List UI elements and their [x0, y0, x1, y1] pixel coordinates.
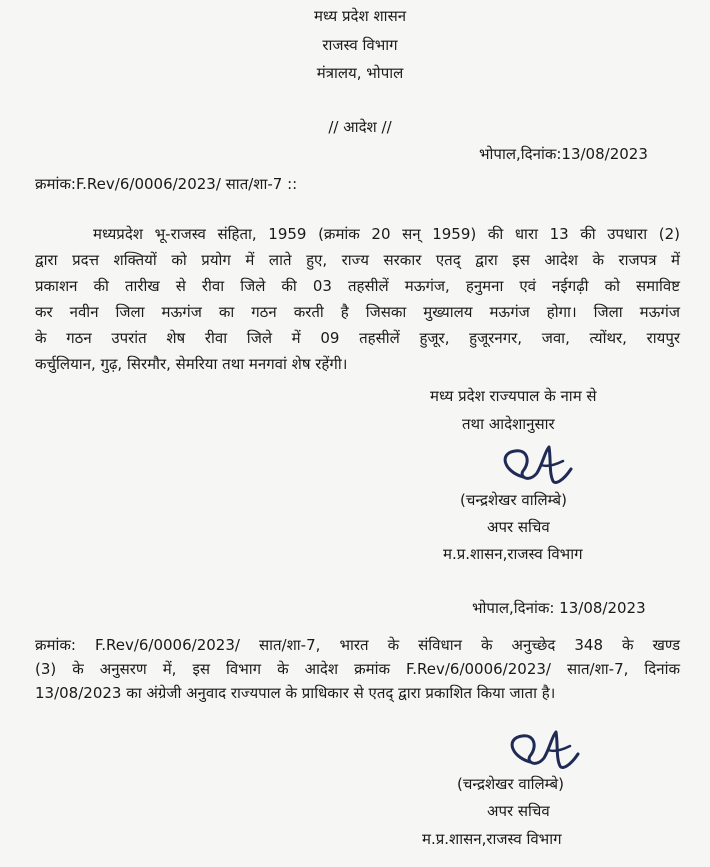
order1-body	[35, 221, 680, 377]
order-title: // आदेश //	[328, 118, 392, 136]
department-name: राजस्व विभाग	[322, 36, 398, 54]
order1-place-date: भोपाल,दिनांक:13/08/2023	[479, 145, 648, 163]
order1-body-line: कर्चुलियान, गुढ़, सिरमौर, सेमरिया तथा मनगवां शेष रहेंगी।	[35, 355, 348, 373]
order1-signatory-name: (चन्द्रशेखर वालिम्बे)	[460, 491, 567, 509]
order2-body	[35, 633, 680, 705]
order1-closing-governor: मध्य प्रदेश राज्यपाल के नाम से	[430, 387, 597, 405]
order1-signatory-post: अपर सचिव	[487, 518, 550, 536]
order2-place-date: भोपाल,दिनांक: 13/08/2023	[472, 599, 646, 617]
order1-signatory-department: म.प्र.शासन,राजस्व विभाग	[443, 545, 583, 563]
order1-body-line: प्रकाशन की तारीख से रीवा जिले की 03 तहसीलें मऊगंज, हनुमना एवं नईगढ़ी को समाविष्ट	[35, 277, 680, 295]
order1-body-line: मध्यप्रदेश भू-राजस्व संहिता, 1959 (क्रमांक 20 सन् 1959) की धारा 13 की उपधारा (2)	[93, 225, 680, 243]
ministry-location: मंत्रालय, भोपाल	[316, 64, 404, 82]
order1-body-line: कर नवीन जिला मऊगंज का गठन करती है जिसका मुख्यालय मऊगंज होगा। जिला मऊगंज	[35, 303, 680, 321]
order2-body-line: 13/08/2023 का अंग्रेजी अनुवाद राज्यपाल के प्राधिकार से एतद् द्वारा प्रकाशित किया जाता है।	[35, 684, 556, 702]
order2-signatory-post: अपर सचिव	[487, 802, 550, 820]
order2-signatory-name: (चन्द्रशेखर वालिम्बे)	[457, 775, 564, 793]
govt-name: मध्य प्रदेश शासन	[313, 7, 407, 25]
order1-body-line: द्वारा प्रदत्त शक्तियों को प्रयोग में लाते हुए, राज्य सरकार एतद् द्वारा इस आदेश के राजपत्र में	[35, 251, 680, 269]
order2-body-line: (3) के अनुसरण में, इस विभाग के आदेश क्रमांक F.Rev/6/0006/2023/ सात/शा-7, दिनांक	[35, 660, 680, 678]
order2-signatory-department: म.प्र.शासन,राजस्व विभाग	[422, 830, 562, 848]
order2-body-line: क्रमांक: F.Rev/6/0006/2023/ सात/शा-7, भारत के संविधान के अनुच्छेद 348 के खण्ड	[35, 636, 680, 654]
order1-closing-by-order: तथा आदेशानुसार	[462, 415, 555, 433]
order1-reference-number: क्रमांक:F.Rev/6/0006/2023/ सात/शा-7 ::	[35, 175, 298, 193]
order1-body-line: के गठन उपरांत शेष रीवा जिले में 09 तहसीलें हुजूर, हुजूरनगर, जवा, त्योंथर, रायपुर	[35, 329, 680, 347]
